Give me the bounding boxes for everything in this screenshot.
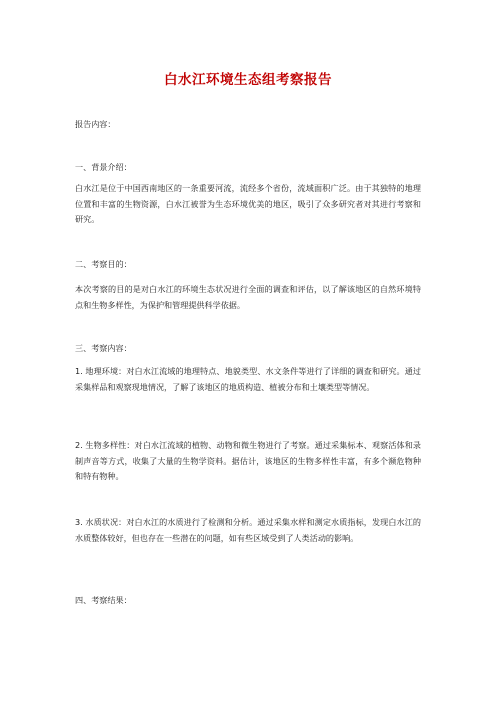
section-heading-content: 三、考察内容： bbox=[75, 343, 132, 353]
content-item-water-quality: 3. 水质状况：对白水江的水质进行了检测和分析。通过采集水样和测定水质指标，发现白水江的水质整体较好，但也存在一些潜在的问题，如有些区域受到了人类活动的影响。 bbox=[75, 517, 421, 543]
report-title: 白水江环境生态组考察报告 bbox=[164, 72, 332, 88]
section-body-purpose: 本次考察的目的是对白水江的环境生态状况进行全面的调查和评估，以了解该地区的自然环境特点和生物多样性，为保护和管理提供科学依据。 bbox=[75, 284, 421, 310]
content-item-geography: 1. 地理环境：对白水江流域的地理特点、地貌类型、水文条件等进行了详细的调查和研究。通过采集样品和观察现地情况，了解了该地区的地质构造、植被分布和土壤类型等情况。 bbox=[75, 366, 421, 392]
section-heading-background: 一、背景介绍： bbox=[75, 162, 132, 172]
section-body-background: 白水江是位于中国西南地区的一条重要河流，流经多个省份，流域面积广泛。由于其独特的地理位置和丰富的生物资源，白水江被誉为生态环境优美的地区，吸引了众多研究者对其进行考察和研究。 bbox=[75, 183, 421, 224]
section-heading-results: 四、考察结果： bbox=[75, 595, 132, 605]
intro-label: 报告内容： bbox=[75, 119, 116, 129]
content-item-biodiversity: 2. 生物多样性：对白水江流域的植物、动物和微生物进行了考察。通过采集标本、观察活体和录制声音等方式，收集了大量的生物学资料。据估计，该地区的生物多样性丰富，有多个濒危物种和特有物种。 bbox=[75, 440, 421, 481]
section-heading-purpose: 二、考察目的： bbox=[75, 259, 132, 269]
